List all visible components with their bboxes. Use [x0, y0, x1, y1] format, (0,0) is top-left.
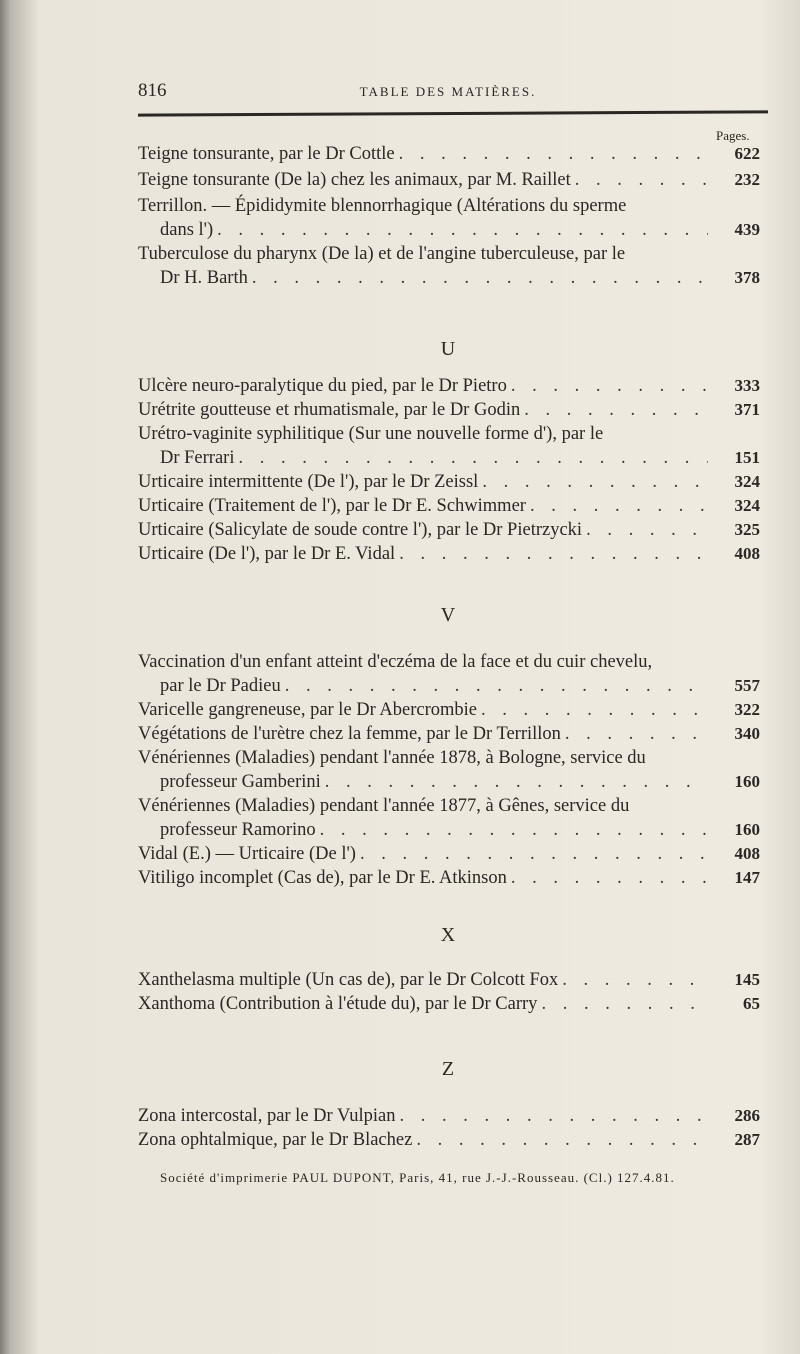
index-entry: Ulcère neuro-paralytique du pied, par le Dr Pietro . . . 333: [138, 374, 708, 398]
dot-leader: [325, 770, 708, 794]
page-number: 816: [138, 80, 167, 101]
dot-leader: [252, 266, 708, 290]
index-entry: Terrillon. — Épididymite blennorrhagique (Altérations du sperme dans l') . . . 439: [138, 194, 708, 242]
dot-leader: [416, 1128, 708, 1152]
running-title: TABLE DES MATIÈRES.: [359, 84, 537, 99]
dot-leader: [541, 992, 708, 1016]
index-entry: Vitiligo incomplet (Cas de), par le Dr E. Atkinson . . . 147: [138, 866, 708, 890]
entry-page: 378: [734, 268, 760, 287]
index-entry: Urétrite goutteuse et rhumatismale, par le Dr Godin . . . 371: [138, 398, 708, 422]
index-entry: Végétations de l'urètre chez la femme, par le Dr Terrillon . . . 340: [138, 722, 708, 746]
index-entry: Urticaire (De l'), par le Dr E. Vidal . . . 408: [138, 542, 708, 566]
entry-page: 286: [734, 1106, 760, 1125]
index-entry: Urticaire (Traitement de l'), par le Dr E. Schwimmer . . . 324: [138, 494, 708, 518]
section-letter-v: V: [440, 604, 456, 626]
index-entry: Teigne tonsurante (De la) chez les animaux, par M. Raillet . . . 232: [138, 168, 708, 192]
entry-page: 160: [734, 820, 760, 839]
index-entry: Varicelle gangreneuse, par le Dr Abercrombie . . . 322: [138, 698, 708, 722]
printer-imprint: Société d'imprimerie PAUL DUPONT, Paris, 41, rue J.-J.-Rousseau. (Cl.) 127.4.81.: [160, 1170, 675, 1185]
dot-leader: [399, 542, 708, 566]
index-entry: Vénériennes (Maladies) pendant l'année 1878, à Bologne, service du professeur Gamberini . . . 160: [138, 746, 708, 794]
entry-page: 65: [743, 994, 760, 1013]
entry-page: 324: [734, 496, 760, 515]
entry-page: 160: [734, 772, 760, 791]
dot-leader: [511, 374, 708, 398]
pages-column-label: Pages.: [716, 128, 750, 143]
entry-page: 333: [734, 376, 760, 395]
entry-page: 147: [734, 868, 760, 887]
dot-leader: [511, 866, 708, 890]
entry-page: 287: [734, 1130, 760, 1149]
entry-page: 145: [734, 970, 760, 989]
index-entry: Vénériennes (Maladies) pendant l'année 1877, à Gênes, service du professeur Ramorino . . . 160: [138, 794, 708, 842]
index-entry: Xanthoma (Contribution à l'étude du), par le Dr Carry . . . 65: [138, 992, 708, 1016]
dot-leader: [285, 674, 708, 698]
dot-leader: [217, 218, 708, 242]
index-entry: Tuberculose du pharynx (De la) et de l'angine tuberculeuse, par le Dr H. Barth . . . 378: [138, 242, 708, 290]
section-letter-x: X: [440, 924, 456, 946]
entry-page: 557: [734, 676, 760, 695]
entry-page: 325: [734, 520, 760, 539]
dot-leader: [399, 1104, 708, 1128]
header-rule: [138, 110, 768, 116]
entry-page: 408: [734, 844, 760, 863]
dot-leader: [530, 494, 708, 518]
index-entry: Urétro-vaginite syphilitique (Sur une nouvelle forme d'), par le Dr Ferrari . . . 151: [138, 422, 708, 470]
page-header: [138, 80, 758, 102]
dot-leader: [586, 518, 708, 542]
entry-page: 151: [734, 448, 760, 467]
index-entry: Vidal (E.) — Urticaire (De l') . . . 408: [138, 842, 708, 866]
section-letter-z: Z: [441, 1058, 455, 1080]
index-entry: Vaccination d'un enfant atteint d'eczéma de la face et du cuir chevelu, par le Dr Padieu . . . 557: [138, 650, 708, 698]
dot-leader: [482, 470, 708, 494]
dot-leader: [575, 168, 708, 192]
dot-leader: [524, 398, 708, 422]
dot-leader: [562, 968, 708, 992]
entry-page: 324: [734, 472, 760, 491]
dot-leader: [399, 142, 708, 166]
index-entry: Zona intercostal, par le Dr Vulpian . . . 286: [138, 1104, 708, 1128]
section-letter-u: U: [440, 338, 456, 360]
entry-page: 232: [734, 170, 760, 189]
dot-leader: [238, 446, 708, 470]
index-entry: Urticaire (Salicylate de soude contre l'), par le Dr Pietrzycki . . . 325: [138, 518, 708, 542]
entry-page: 408: [734, 544, 760, 563]
index-entry: Zona ophtalmique, par le Dr Blachez . . . 287: [138, 1128, 708, 1152]
entry-page: 439: [734, 220, 760, 239]
entry-page: 322: [734, 700, 760, 719]
dot-leader: [565, 722, 708, 746]
index-entry: Urticaire intermittente (De l'), par le Dr Zeissl . . . 324: [138, 470, 708, 494]
dot-leader: [320, 818, 708, 842]
entry-page: 371: [734, 400, 760, 419]
entry-page: 340: [734, 724, 760, 743]
dot-leader: [481, 698, 708, 722]
entry-page: 622: [734, 144, 760, 163]
index-entry: Xanthelasma multiple (Un cas de), par le Dr Colcott Fox . . . 145: [138, 968, 708, 992]
index-entry: Teigne tonsurante, par le Dr Cottle . . . 622: [138, 142, 708, 166]
dot-leader: [360, 842, 708, 866]
